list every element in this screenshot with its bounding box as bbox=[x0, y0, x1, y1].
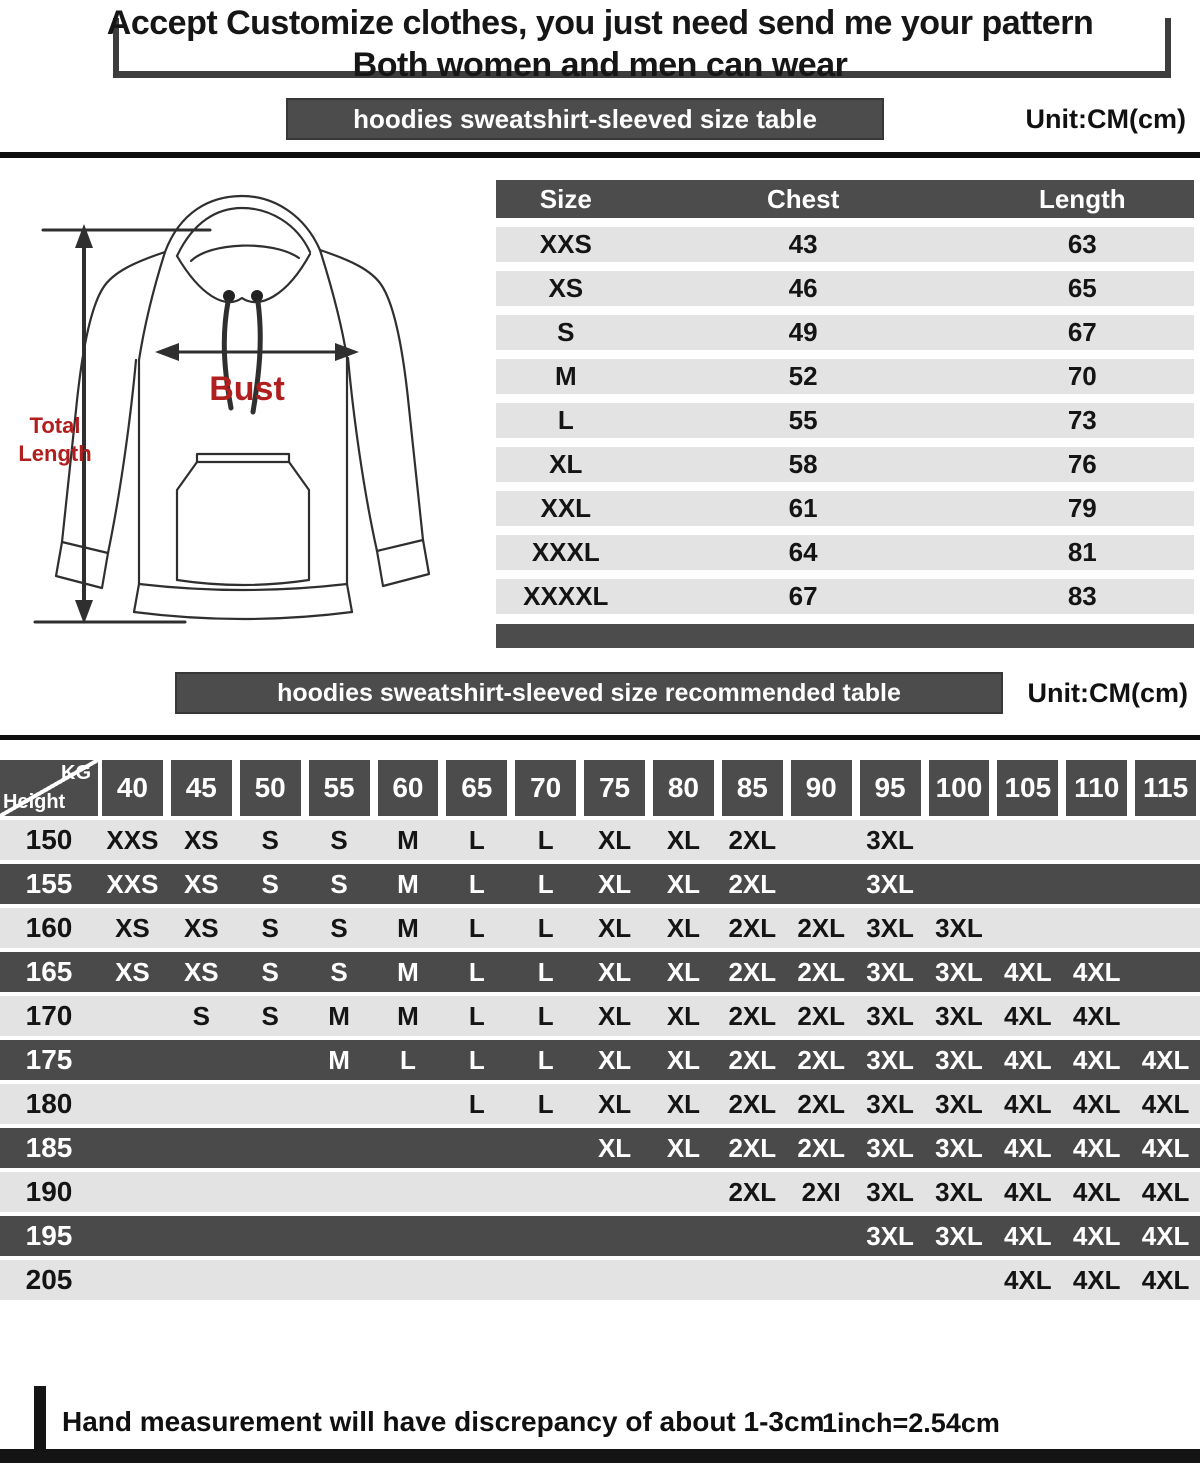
size-recommendation-cell bbox=[718, 1216, 787, 1256]
size-table bbox=[496, 180, 1194, 648]
size-recommendation-cell bbox=[305, 1260, 374, 1300]
size-recommendation-cell bbox=[993, 820, 1062, 860]
size-recommendation-cell: 4XL bbox=[1072, 1264, 1121, 1295]
height-label-cell: 205 bbox=[25, 1264, 73, 1295]
size-recommendation-cell: 3XL bbox=[866, 1220, 914, 1251]
size-recommendation-cell: 4XL bbox=[1003, 1132, 1052, 1163]
corner-height-label: Height bbox=[3, 791, 66, 813]
length-cell: 70 bbox=[1067, 361, 1097, 391]
size-recommendation-cell: L bbox=[537, 868, 554, 899]
size-recommendation-cell: XL bbox=[666, 1088, 701, 1119]
size-recommendation-cell bbox=[236, 1084, 305, 1124]
size-recommendation-cell bbox=[374, 1172, 443, 1212]
size-recommendation-cell: XL bbox=[597, 1088, 632, 1119]
size-recommendation-cell: 2XL bbox=[728, 1000, 777, 1031]
size-recommendation-cell bbox=[993, 864, 1062, 904]
length-cell: 76 bbox=[1067, 449, 1097, 479]
size-recommendation-cell: 4XL bbox=[1003, 1000, 1052, 1031]
size-recommendation-cell bbox=[98, 1040, 167, 1080]
weight-header-cell: 40 bbox=[102, 760, 163, 816]
weight-header-cell: 105 bbox=[997, 760, 1058, 816]
size-recommendation-cell: XL bbox=[666, 912, 701, 943]
size-recommendation-cell bbox=[442, 1216, 511, 1256]
chest-cell: 64 bbox=[788, 537, 818, 567]
size-cell: XXXL bbox=[531, 537, 600, 567]
size-recommendation-cell: L bbox=[537, 1000, 554, 1031]
weight-header-cell: 75 bbox=[584, 760, 645, 816]
size-recommendation-cell bbox=[374, 1084, 443, 1124]
size-recommendation-cell bbox=[442, 1128, 511, 1168]
matrix-body bbox=[0, 820, 1200, 1300]
size-recommendation-cell: L bbox=[468, 1000, 485, 1031]
size-recommendation-cell: L bbox=[468, 868, 485, 899]
weight-header-cell: 95 bbox=[860, 760, 921, 816]
size-recommendation-cell bbox=[511, 1260, 580, 1300]
size-cell: XL bbox=[549, 449, 583, 479]
size-recommendation-cell: XL bbox=[597, 912, 632, 943]
size-recommendation-cell: XL bbox=[666, 868, 701, 899]
size-recommendation-cell bbox=[98, 1128, 167, 1168]
size-table-body bbox=[496, 227, 1194, 614]
length-cell: 79 bbox=[1067, 493, 1097, 523]
height-label-cell: 165 bbox=[25, 956, 73, 987]
size-recommendation-cell: 3XL bbox=[935, 956, 983, 987]
footnote-bottom-bar bbox=[0, 1449, 1200, 1463]
size-recommendation-cell: 3XL bbox=[866, 1088, 914, 1119]
size-recommendation-cell: XS bbox=[115, 912, 150, 943]
size-recommendation-cell bbox=[236, 1128, 305, 1168]
size-recommendation-cell: M bbox=[397, 868, 419, 899]
size-recommendation-cell: 3XL bbox=[935, 1176, 983, 1207]
size-recommendation-cell: 4XL bbox=[1141, 1220, 1190, 1251]
size-recommendation-cell bbox=[236, 1040, 305, 1080]
size-recommendation-cell bbox=[167, 1172, 236, 1212]
size-recommendation-cell bbox=[925, 820, 994, 860]
recommended-size-matrix bbox=[0, 760, 1200, 1300]
size-table-row bbox=[496, 535, 1194, 570]
weight-header-cell: 85 bbox=[722, 760, 783, 816]
size-table-row bbox=[496, 447, 1194, 482]
size-recommendation-cell: XL bbox=[597, 868, 632, 899]
size-recommendation-cell bbox=[167, 1216, 236, 1256]
size-recommendation-cell: 4XL bbox=[1072, 1000, 1121, 1031]
weight-header-cell: 80 bbox=[653, 760, 714, 816]
size-recommendation-cell bbox=[1131, 908, 1200, 948]
matrix-corner-cell bbox=[0, 760, 98, 816]
size-recommendation-cell: L bbox=[537, 956, 554, 987]
size-recommendation-cell: L bbox=[399, 1044, 416, 1075]
size-recommendation-cell bbox=[787, 864, 856, 904]
size-recommendation-cell bbox=[167, 1260, 236, 1300]
total-length-label: Total Length bbox=[18, 413, 92, 466]
height-label-cell: 190 bbox=[25, 1176, 73, 1207]
size-recommendation-cell bbox=[925, 1260, 994, 1300]
size-recommendation-cell: 2XL bbox=[728, 1132, 777, 1163]
size-recommendation-cell bbox=[167, 1128, 236, 1168]
size-recommendation-cell bbox=[167, 1040, 236, 1080]
divider-rule-middle bbox=[0, 735, 1200, 740]
size-table-row bbox=[496, 315, 1194, 350]
size-recommendation-cell bbox=[236, 1172, 305, 1212]
size-recommendation-cell bbox=[236, 1216, 305, 1256]
size-recommendation-cell bbox=[993, 908, 1062, 948]
weight-header-cell: 55 bbox=[309, 760, 370, 816]
size-recommendation-cell: L bbox=[537, 824, 554, 855]
weight-header-cell: 100 bbox=[929, 760, 990, 816]
size-recommendation-cell: 2XL bbox=[728, 1044, 777, 1075]
size-recommendation-cell bbox=[305, 1084, 374, 1124]
size-recommendation-cell: 2XI bbox=[801, 1176, 841, 1207]
size-recommendation-cell: 4XL bbox=[1072, 1220, 1121, 1251]
hoodie-measure-figure bbox=[5, 160, 490, 658]
size-recommendation-cell bbox=[580, 1172, 649, 1212]
size-recommendation-cell: S bbox=[192, 1000, 210, 1031]
size-recommendation-cell: 2XL bbox=[728, 956, 777, 987]
size-recommendation-cell: 4XL bbox=[1072, 1088, 1121, 1119]
size-recommendation-cell: XL bbox=[597, 956, 632, 987]
size-recommendation-cell bbox=[305, 1172, 374, 1212]
size-recommendation-cell bbox=[856, 1260, 925, 1300]
size-recommendation-cell bbox=[718, 1260, 787, 1300]
size-recommendation-cell bbox=[442, 1172, 511, 1212]
matrix-row bbox=[0, 1084, 1200, 1124]
weight-header-cell: 70 bbox=[515, 760, 576, 816]
length-cell: 67 bbox=[1067, 317, 1097, 347]
size-recommendation-cell: S bbox=[261, 956, 279, 987]
chest-cell: 46 bbox=[788, 273, 818, 303]
size-recommendation-cell: 4XL bbox=[1072, 1176, 1121, 1207]
page-title-line1: Accept Customize clothes, you just need send me your pattern bbox=[106, 4, 1094, 42]
size-table-row bbox=[496, 491, 1194, 526]
size-recommendation-cell: 4XL bbox=[1003, 1264, 1052, 1295]
size-cell: M bbox=[554, 361, 577, 391]
size-recommendation-cell: 2XL bbox=[728, 1088, 777, 1119]
recommended-table-unit: Unit:CM(cm) bbox=[1027, 678, 1188, 708]
size-recommendation-cell: XXS bbox=[106, 824, 159, 855]
size-recommendation-cell: 2XL bbox=[797, 1044, 846, 1075]
size-recommendation-cell: XL bbox=[666, 956, 701, 987]
size-recommendation-cell: 3XL bbox=[866, 824, 914, 855]
size-recommendation-cell: 4XL bbox=[1141, 1088, 1190, 1119]
size-cell: L bbox=[557, 405, 574, 435]
size-recommendation-cell: 2XL bbox=[728, 1176, 777, 1207]
size-cell: XXXXL bbox=[523, 581, 609, 611]
matrix-row bbox=[0, 1216, 1200, 1256]
matrix-row bbox=[0, 996, 1200, 1036]
size-recommendation-cell: L bbox=[468, 1088, 485, 1119]
size-table-row bbox=[496, 271, 1194, 306]
length-cell: 73 bbox=[1067, 405, 1097, 435]
divider-rule-top bbox=[0, 152, 1200, 158]
size-recommendation-cell: 4XL bbox=[1141, 1132, 1190, 1163]
size-recommendation-cell: XL bbox=[597, 824, 632, 855]
size-recommendation-cell: XL bbox=[597, 1000, 632, 1031]
size-recommendation-cell: 3XL bbox=[866, 868, 914, 899]
size-recommendation-cell: M bbox=[397, 956, 419, 987]
chest-cell: 61 bbox=[788, 493, 818, 523]
size-recommendation-cell: L bbox=[468, 912, 485, 943]
size-recommendation-cell: 4XL bbox=[1003, 1088, 1052, 1119]
size-recommendation-cell: 3XL bbox=[935, 1088, 983, 1119]
size-recommendation-cell: M bbox=[397, 824, 419, 855]
size-recommendation-cell: 3XL bbox=[935, 1132, 983, 1163]
size-recommendation-cell: S bbox=[261, 912, 279, 943]
weight-header-cell: 50 bbox=[240, 760, 301, 816]
size-recommendation-cell: S bbox=[261, 824, 279, 855]
weight-header-cell: 60 bbox=[378, 760, 439, 816]
size-recommendation-cell bbox=[98, 1216, 167, 1256]
weight-header-cell: 115 bbox=[1135, 760, 1196, 816]
matrix-row bbox=[0, 1128, 1200, 1168]
size-recommendation-cell: 3XL bbox=[866, 912, 914, 943]
size-recommendation-cell bbox=[1131, 996, 1200, 1036]
size-recommendation-cell bbox=[1062, 820, 1131, 860]
size-recommendation-cell: L bbox=[537, 912, 554, 943]
size-recommendation-cell: 3XL bbox=[866, 1132, 914, 1163]
size-table-header bbox=[496, 180, 1194, 218]
size-recommendation-cell: 2XL bbox=[728, 868, 777, 899]
size-recommendation-cell: XS bbox=[115, 956, 150, 987]
matrix-row bbox=[0, 1040, 1200, 1080]
size-recommendation-cell bbox=[580, 1216, 649, 1256]
size-recommendation-cell bbox=[1131, 820, 1200, 860]
size-recommendation-cell: XL bbox=[597, 1132, 632, 1163]
size-recommendation-cell: XL bbox=[666, 1044, 701, 1075]
size-recommendation-cell: 3XL bbox=[866, 1176, 914, 1207]
size-recommendation-cell bbox=[649, 1172, 718, 1212]
size-recommendation-cell: 4XL bbox=[1003, 1220, 1052, 1251]
matrix-row bbox=[0, 864, 1200, 904]
size-recommendation-cell: 2XL bbox=[797, 912, 846, 943]
size-recommendation-cell: 3XL bbox=[935, 1220, 983, 1251]
height-label-cell: 195 bbox=[25, 1220, 73, 1251]
size-recommendation-cell: 3XL bbox=[866, 1044, 914, 1075]
footnote-text: Hand measurement will have discrepancy of about 1-3cm bbox=[62, 1406, 825, 1437]
size-recommendation-cell: XL bbox=[597, 1044, 632, 1075]
size-recommendation-cell: L bbox=[468, 1044, 485, 1075]
size-recommendation-cell: 3XL bbox=[935, 912, 983, 943]
height-label-cell: 150 bbox=[25, 824, 73, 855]
footnote-left-bar bbox=[34, 1386, 46, 1451]
corner-kg-label: KG bbox=[61, 762, 91, 784]
size-recommendation-cell bbox=[98, 996, 167, 1036]
size-recommendation-cell: XL bbox=[666, 1132, 701, 1163]
size-table-footer-bar bbox=[496, 624, 1194, 648]
weight-header-cell: 65 bbox=[446, 760, 507, 816]
size-recommendation-cell: L bbox=[537, 1044, 554, 1075]
size-recommendation-cell: 4XL bbox=[1003, 1176, 1052, 1207]
size-recommendation-cell bbox=[649, 1216, 718, 1256]
size-recommendation-cell: 2XL bbox=[728, 912, 777, 943]
size-recommendation-cell bbox=[167, 1084, 236, 1124]
size-recommendation-cell: M bbox=[397, 912, 419, 943]
size-recommendation-cell bbox=[787, 1216, 856, 1256]
column-header-chest: Chest bbox=[766, 183, 840, 214]
weight-header-cell: 110 bbox=[1066, 760, 1127, 816]
size-table-row bbox=[496, 359, 1194, 394]
size-recommendation-cell: 3XL bbox=[866, 1000, 914, 1031]
size-recommendation-cell bbox=[442, 1260, 511, 1300]
size-recommendation-cell: 3XL bbox=[935, 1000, 983, 1031]
size-recommendation-cell bbox=[787, 820, 856, 860]
chest-cell: 58 bbox=[788, 449, 818, 479]
size-cell: XXL bbox=[540, 493, 592, 523]
size-table-banner: hoodies sweatshirt-sleeved size table bbox=[286, 98, 884, 140]
size-recommendation-cell: XXS bbox=[106, 868, 159, 899]
size-recommendation-cell: 4XL bbox=[1003, 1044, 1052, 1075]
weight-header-cell: 45 bbox=[171, 760, 232, 816]
size-recommendation-cell: XS bbox=[183, 956, 219, 987]
size-recommendation-cell: 4XL bbox=[1141, 1044, 1190, 1075]
size-recommendation-cell: 4XL bbox=[1072, 956, 1121, 987]
size-recommendation-cell: L bbox=[537, 1088, 554, 1119]
size-recommendation-cell: 4XL bbox=[1141, 1264, 1190, 1295]
size-recommendation-cell: 2XL bbox=[797, 956, 846, 987]
size-recommendation-cell: XS bbox=[183, 824, 219, 855]
size-recommendation-cell bbox=[98, 1084, 167, 1124]
size-recommendation-cell bbox=[98, 1172, 167, 1212]
size-recommendation-cell: S bbox=[330, 912, 348, 943]
size-recommendation-cell bbox=[511, 1128, 580, 1168]
size-recommendation-cell: 2XL bbox=[728, 824, 777, 855]
size-table-row bbox=[496, 579, 1194, 614]
matrix-row bbox=[0, 1260, 1200, 1300]
size-table-row bbox=[496, 227, 1194, 262]
size-recommendation-cell: S bbox=[261, 868, 279, 899]
size-recommendation-cell bbox=[649, 1260, 718, 1300]
length-cell: 83 bbox=[1067, 581, 1097, 611]
size-recommendation-cell: XS bbox=[183, 912, 219, 943]
column-header-length: Length bbox=[1038, 183, 1126, 214]
chest-cell: 43 bbox=[788, 229, 818, 259]
size-recommendation-cell bbox=[305, 1128, 374, 1168]
size-recommendation-cell bbox=[236, 1260, 305, 1300]
size-recommendation-cell: 4XL bbox=[1003, 956, 1052, 987]
size-cell: XS bbox=[548, 273, 584, 303]
size-recommendation-cell bbox=[1131, 952, 1200, 992]
matrix-row bbox=[0, 1172, 1200, 1212]
matrix-header-row bbox=[0, 760, 1200, 816]
size-recommendation-cell: M bbox=[328, 1000, 350, 1031]
height-label-cell: 185 bbox=[25, 1132, 73, 1163]
footnote-conversion: 1inch=2.54cm bbox=[822, 1408, 1000, 1438]
size-recommendation-cell: 4XL bbox=[1072, 1132, 1121, 1163]
chest-cell: 49 bbox=[788, 317, 818, 347]
size-recommendation-cell: M bbox=[328, 1044, 350, 1075]
size-recommendation-cell: L bbox=[468, 956, 485, 987]
size-cell: XXS bbox=[539, 229, 592, 259]
size-recommendation-cell: 2XL bbox=[797, 1088, 846, 1119]
size-recommendation-cell: 2XL bbox=[797, 1132, 846, 1163]
height-label-cell: 180 bbox=[25, 1088, 73, 1119]
size-recommendation-cell: S bbox=[330, 824, 348, 855]
bust-label: Bust bbox=[209, 370, 285, 408]
size-cell: S bbox=[557, 317, 575, 347]
size-recommendation-cell bbox=[925, 864, 994, 904]
size-recommendation-cell bbox=[511, 1216, 580, 1256]
chest-cell: 52 bbox=[788, 361, 818, 391]
size-recommendation-cell: M bbox=[397, 1000, 419, 1031]
size-recommendation-cell: XL bbox=[666, 1000, 701, 1031]
recommended-table-banner: hoodies sweatshirt-sleeved size recommended table bbox=[175, 672, 1003, 714]
length-cell: 65 bbox=[1067, 273, 1097, 303]
height-label-cell: 170 bbox=[25, 1000, 73, 1031]
size-recommendation-cell: 3XL bbox=[866, 956, 914, 987]
size-recommendation-cell: XS bbox=[183, 868, 219, 899]
size-table-row bbox=[496, 403, 1194, 438]
size-recommendation-cell bbox=[1062, 908, 1131, 948]
size-recommendation-cell: 3XL bbox=[935, 1044, 983, 1075]
size-recommendation-cell bbox=[374, 1128, 443, 1168]
height-label-cell: 155 bbox=[25, 868, 73, 899]
size-recommendation-cell: 2XL bbox=[797, 1000, 846, 1031]
height-label-cell: 175 bbox=[25, 1044, 73, 1075]
length-cell: 63 bbox=[1067, 229, 1097, 259]
size-recommendation-cell bbox=[787, 1260, 856, 1300]
size-recommendation-cell bbox=[511, 1172, 580, 1212]
page-title-line2: Both women and men can wear bbox=[352, 46, 848, 84]
size-recommendation-cell bbox=[580, 1260, 649, 1300]
weight-header-cell: 90 bbox=[791, 760, 852, 816]
size-recommendation-cell bbox=[1131, 864, 1200, 904]
matrix-row bbox=[0, 820, 1200, 860]
size-recommendation-cell bbox=[374, 1216, 443, 1256]
size-recommendation-cell bbox=[305, 1216, 374, 1256]
length-cell: 81 bbox=[1067, 537, 1097, 567]
size-recommendation-cell: S bbox=[261, 1000, 279, 1031]
size-recommendation-cell: 4XL bbox=[1072, 1044, 1121, 1075]
height-label-cell: 160 bbox=[25, 912, 73, 943]
size-recommendation-cell: XL bbox=[666, 824, 701, 855]
size-recommendation-cell: L bbox=[468, 824, 485, 855]
size-recommendation-cell bbox=[374, 1260, 443, 1300]
size-recommendation-cell bbox=[98, 1260, 167, 1300]
chest-cell: 67 bbox=[788, 581, 818, 611]
size-recommendation-cell bbox=[1062, 864, 1131, 904]
hoodie-drawing bbox=[5, 160, 490, 658]
matrix-row bbox=[0, 952, 1200, 992]
size-table-unit: Unit:CM(cm) bbox=[1025, 104, 1186, 134]
size-recommendation-cell: S bbox=[330, 868, 348, 899]
matrix-row bbox=[0, 908, 1200, 948]
chest-cell: 55 bbox=[788, 405, 818, 435]
size-recommendation-cell: S bbox=[330, 956, 348, 987]
column-header-size: Size bbox=[539, 183, 592, 214]
size-recommendation-cell: 4XL bbox=[1141, 1176, 1190, 1207]
